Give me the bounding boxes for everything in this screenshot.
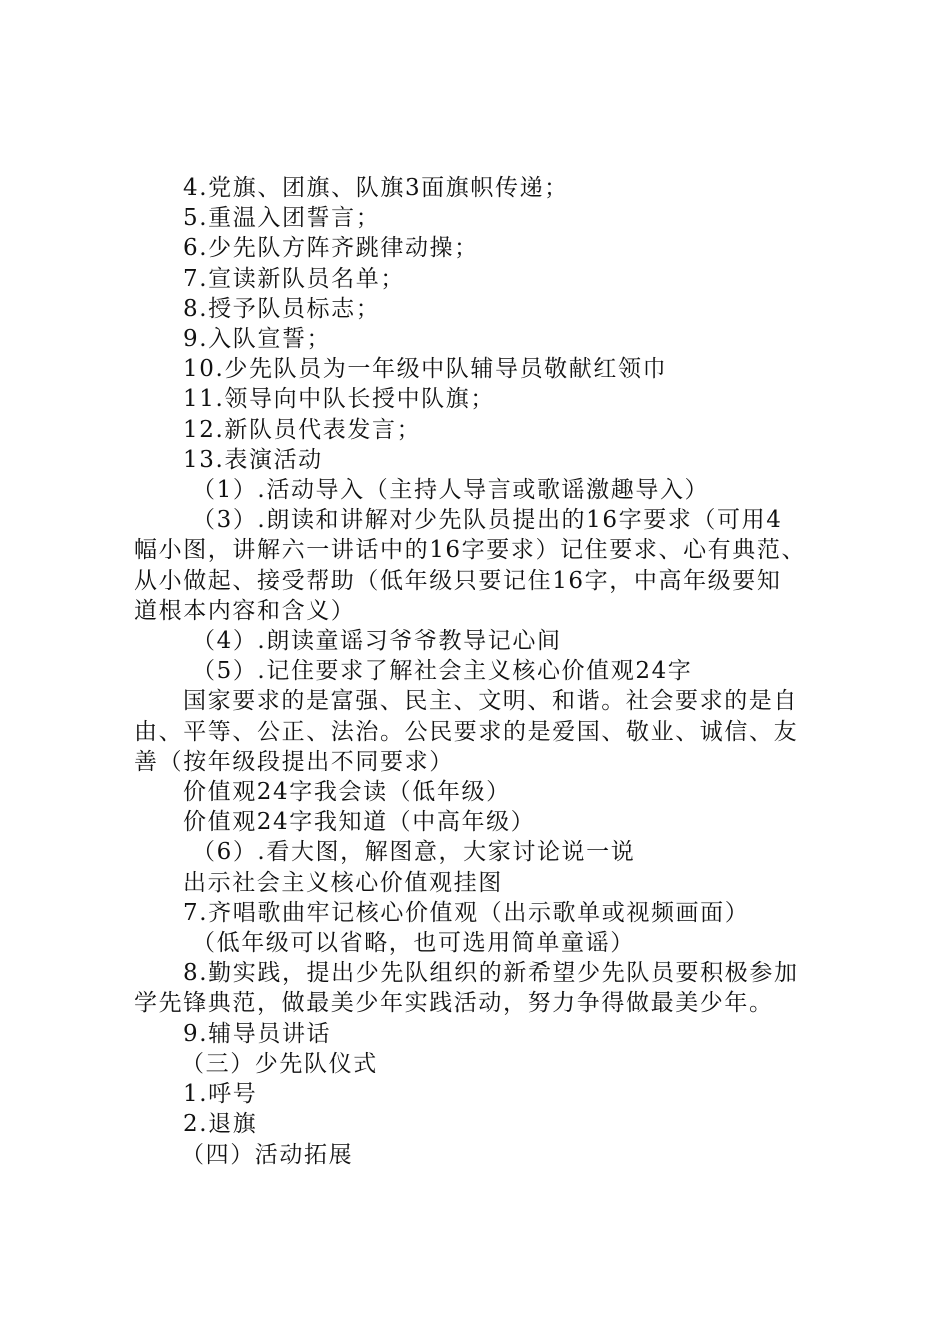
values-paragraph-line-3: 善（按年级段提出不同要求） — [134, 748, 454, 775]
item-4-flag-passing: 4.党旗、团旗、队旗3面旗帜传递； — [183, 175, 569, 201]
values-paragraph-line-2: 由、平等、公正、法治。公民要求的是爱国、敬业、诚信、友 — [134, 718, 799, 745]
sub-item-6-big-picture: （6）.看大图，解图意，大家讨论说一说 — [192, 839, 636, 866]
item-7-member-list: 7.宣读新队员名单； — [183, 265, 405, 292]
sub-item-3-line-2: 幅小图，讲解六一讲话中的16字要求）记住要求、心有典范、 — [134, 537, 807, 564]
values-read-low-grade: 价值观24字我会读（低年级） — [183, 779, 511, 806]
item-11-squadron-flag: 11.领导向中队长授中队旗； — [183, 386, 495, 413]
sub-item-3-line-1: （3）.朗读和讲解对少先队员提出的16字要求（可用4 — [192, 507, 783, 534]
low-grade-note: （低年级可以省略，也可选用简单童谣） — [192, 930, 635, 957]
ceremony-item-2-flag-retire: 2.退旗 — [183, 1111, 258, 1138]
item-6-rhythm-exercise: 6.少先队方阵齐跳律动操； — [183, 235, 479, 262]
show-values-poster: 出示社会主义核心价值观挂图 — [183, 869, 503, 896]
document-body — [134, 173, 824, 1170]
sub-item-4-nursery-rhyme: （4）.朗读童谣习爷爷教导记心间 — [192, 628, 562, 655]
values-know-high-grade: 价值观24字我知道（中高年级） — [183, 809, 536, 836]
item-8-member-badge: 8.授予队员标志； — [183, 295, 381, 322]
section-3-ceremony: （三）少先队仪式 — [181, 1050, 378, 1077]
item-8-practice-line-1: 8.勤实践，提出少先队组织的新希望少先队员要积极参加 — [183, 960, 799, 987]
section-4-extension: （四）活动拓展 — [181, 1141, 354, 1168]
sub-item-3-line-4: 道根本内容和含义） — [134, 597, 356, 624]
item-5-league-oath: 5.重温入团誓言； — [183, 205, 381, 232]
ceremony-item-1-slogan: 1.呼号 — [183, 1081, 258, 1108]
item-13-performance: 13.表演活动 — [183, 446, 323, 473]
values-paragraph-line-1: 国家要求的是富强、民主、文明、和谐。社会要求的是自 — [183, 688, 798, 715]
item-8-practice-line-2: 学先锋典范，做最美少年实践活动，努力争得做最美少年。 — [134, 990, 774, 1017]
item-10-red-scarf: 10.少先队员为一年级中队辅导员敬献红领巾 — [183, 356, 668, 383]
item-12-speech: 12.新队员代表发言； — [183, 416, 422, 443]
item-7-sing-song: 7.齐唱歌曲牢记核心价值观（出示歌单或视频画面） — [183, 899, 750, 926]
item-9-counselor-speech: 9.辅导员讲话 — [183, 1020, 332, 1047]
item-9-pledge: 9.入队宣誓； — [183, 326, 332, 353]
sub-item-3-line-3: 从小做起、接受帮助（低年级只要记住16字，中高年级要知 — [134, 567, 782, 594]
sub-item-5-core-values: （5）.记住要求了解社会主义核心价值观24字 — [192, 658, 693, 685]
sub-item-1-intro: （1）.活动导入（主持人导言或歌谣激趣导入） — [192, 477, 710, 504]
